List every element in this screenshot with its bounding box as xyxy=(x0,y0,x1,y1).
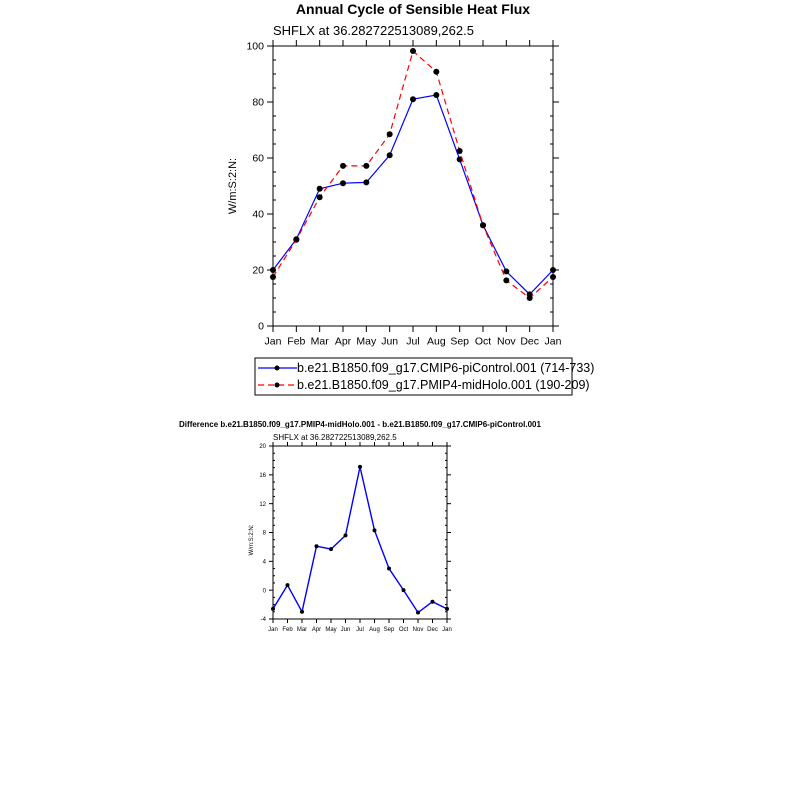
chart2-series-line-1 xyxy=(273,467,447,613)
chart1-ytick-label: 80 xyxy=(252,96,264,109)
chart1-series-2-point xyxy=(550,274,556,280)
chart1-xtick-label: Jun xyxy=(381,335,399,348)
chart1-ytick-label: 40 xyxy=(252,208,264,221)
chart1-title: Annual Cycle of Sensible Heat Flux xyxy=(295,1,531,17)
chart1-series-1-point xyxy=(410,96,416,102)
chart2-ytick-label: 12 xyxy=(259,501,266,508)
chart2-series-1-point xyxy=(358,465,362,469)
chart2-ylabel: W/m:S:2:N: xyxy=(249,524,255,556)
chart2-series-1-point xyxy=(271,607,275,611)
chart1-series-2-point xyxy=(457,148,463,154)
chart1-xtick-label: Mar xyxy=(310,335,329,348)
chart1-ytick-label: 60 xyxy=(252,152,264,165)
chart1-xtick-label: Apr xyxy=(334,335,352,348)
chart2-series-1-point xyxy=(431,600,435,604)
chart2-series-1-point xyxy=(329,547,333,551)
chart2-title: Difference b.e21.B1850.f09_g17.PMIP4-midHolo.001 - b.e21.B1850.f09_g17.CMIP6-piControl.001 xyxy=(179,420,541,429)
chart2-series-1-point xyxy=(445,607,449,611)
chart2-xtick-label: Sep xyxy=(383,627,395,633)
chart1-xtick-label: Jul xyxy=(406,335,420,348)
chart2-xtick-label: Aug xyxy=(369,627,380,633)
legend-label-2: b.e21.B1850.f09_g17.PMIP4-midHolo.001 (190-209) xyxy=(297,378,590,392)
chart1-series-1-point xyxy=(503,268,509,274)
chart1-series-line-2 xyxy=(273,51,553,298)
chart2-series-1-point xyxy=(286,583,290,587)
chart1-series-2-point xyxy=(317,194,323,200)
chart1-xtick-label: Nov xyxy=(496,335,516,348)
chart2-ytick-label: -4 xyxy=(260,617,266,624)
chart1-xtick-label: Jan xyxy=(264,335,282,348)
chart1-series-2-point xyxy=(480,222,486,228)
chart2-subtitle: SHFLX at 36.282722513089,262.5 xyxy=(273,433,397,442)
chart1-series-1-point xyxy=(340,180,346,186)
chart1-series-2-point xyxy=(387,131,393,137)
chart2-series-1-point xyxy=(344,533,348,537)
chart2-plot-frame xyxy=(273,446,447,619)
chart1-series-1-point xyxy=(363,179,369,185)
chart1-series-2-point xyxy=(270,274,276,280)
legend-marker-2 xyxy=(275,383,280,388)
chart1-xtick-label: Sep xyxy=(450,335,470,348)
chart1-xtick-label: Oct xyxy=(474,335,492,348)
chart2-series-1-point xyxy=(387,567,391,571)
chart2-xtick-label: Dec xyxy=(427,627,438,633)
chart2-xtick-label: Jul xyxy=(356,627,364,633)
legend-marker-1 xyxy=(275,366,280,371)
chart1-series-1-point xyxy=(317,186,323,192)
chart2-series-1-point xyxy=(300,610,304,614)
chart1-series-2-point xyxy=(410,48,416,54)
chart1-series-2-point xyxy=(293,237,299,243)
chart1-ytick-label: 0 xyxy=(258,320,264,333)
chart1-series-2-point xyxy=(340,163,346,169)
chart2-xtick-label: Oct xyxy=(398,627,409,633)
chart2-series-1-point xyxy=(315,544,319,548)
chart1-subtitle: SHFLX at 36.282722513089,262.5 xyxy=(273,23,474,38)
chart2-xtick-label: May xyxy=(325,627,337,633)
chart1-series-2-point xyxy=(433,69,439,75)
chart2-xtick-label: Apr xyxy=(311,627,322,633)
chart2-series-1-point xyxy=(416,611,420,615)
chart2-ytick-label: 0 xyxy=(262,588,266,595)
chart1-ytick-label: 20 xyxy=(252,264,264,277)
chart1-xtick-label: Feb xyxy=(287,335,306,348)
chart2-series-1-point xyxy=(402,588,406,592)
chart1-xtick-label: Dec xyxy=(520,335,540,348)
chart1-series-1-point xyxy=(550,267,556,273)
chart1-series-1-point xyxy=(270,267,276,273)
chart1-plot-frame xyxy=(273,46,553,326)
chart2-series-1-point xyxy=(373,528,377,532)
chart2-xtick-label: Feb xyxy=(282,627,293,633)
chart1-xtick-label: Jan xyxy=(544,335,562,348)
chart1-series-2-point xyxy=(363,163,369,169)
chart1-series-line-1 xyxy=(273,95,553,294)
chart1-xtick-label: May xyxy=(356,335,377,348)
legend-label-1: b.e21.B1850.f09_g17.CMIP6-piControl.001 (714-733) xyxy=(297,361,595,375)
chart2-xtick-label: Nov xyxy=(412,627,424,633)
chart2-ytick-label: 16 xyxy=(259,472,266,479)
chart2-xtick-label: Mar xyxy=(296,627,308,633)
chart1-series-1-point xyxy=(433,92,439,98)
chart1-series-2-point xyxy=(527,295,533,301)
chart2-xtick-label: Jan xyxy=(442,627,452,633)
chart1-ytick-label: 100 xyxy=(246,40,264,53)
chart2-ytick-label: 4 xyxy=(262,559,266,566)
chart2-ytick-label: 8 xyxy=(262,530,266,537)
chart1-series-1-point xyxy=(387,152,393,158)
chart2-xtick-label: Jun xyxy=(340,627,351,633)
chart2-ytick-label: 20 xyxy=(259,444,266,451)
chart1-ylabel: W/m:S:2:N: xyxy=(227,157,239,215)
chart2-xtick-label: Jan xyxy=(268,627,278,633)
chart1-legend xyxy=(255,358,594,395)
chart1-series-2-point xyxy=(503,277,509,283)
chart1-xtick-label: Aug xyxy=(426,335,446,348)
